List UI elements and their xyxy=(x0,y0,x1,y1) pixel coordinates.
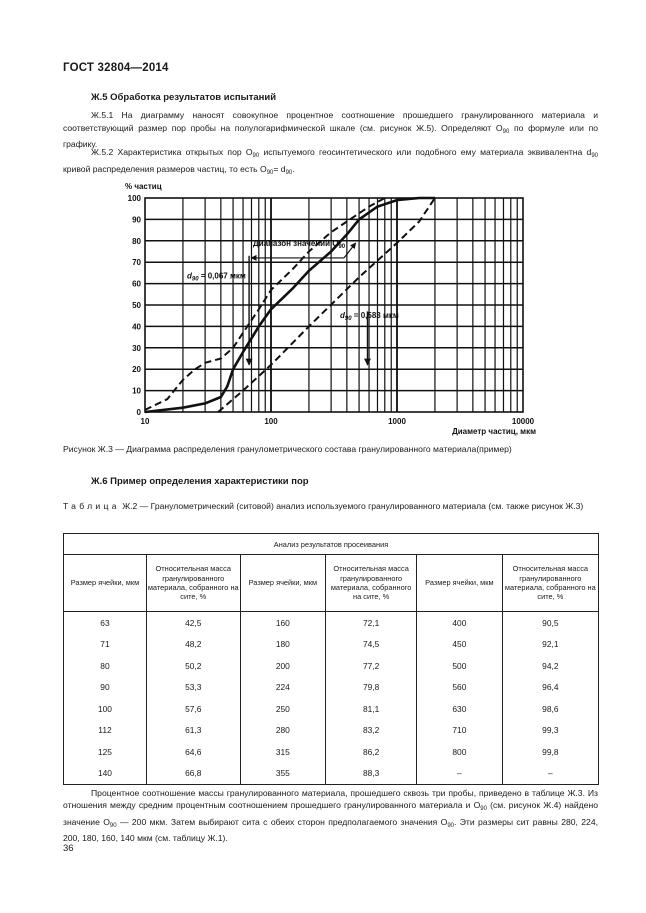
page-number: 36 xyxy=(63,843,74,854)
table-row xyxy=(64,677,599,699)
table-cell: – xyxy=(417,763,503,785)
table-cell: – xyxy=(502,763,598,785)
x-tick-label: 10000 xyxy=(511,417,535,426)
y-tick-label: 20 xyxy=(132,365,141,375)
table-cell: 96,4 xyxy=(502,677,598,699)
particle-distribution-chart xyxy=(0,176,646,440)
col-header: Размер ячейки, мкм xyxy=(417,555,503,612)
table-cell: 77,2 xyxy=(326,655,417,677)
table-cell: 500 xyxy=(417,655,503,677)
range-label-text: Диапазон значений O xyxy=(253,239,339,249)
table-cell: 200 xyxy=(240,655,326,677)
table-cell: 99,8 xyxy=(502,741,598,763)
table-cell: 71 xyxy=(64,634,147,656)
table-cell: 355 xyxy=(240,763,326,785)
table-cell: 100 xyxy=(64,698,147,720)
table-cell: 50,2 xyxy=(146,655,240,677)
col-header: Относительная масса гранулированного материала, собранного на сите, % xyxy=(146,555,240,612)
table-cell: 630 xyxy=(417,698,503,720)
section-heading-5: Ж.5 Обработка результатов испытаний xyxy=(91,92,277,103)
table-cell: 83,2 xyxy=(326,720,417,742)
d90-left-label: $d_{90} = 0,067$ мкм xyxy=(187,271,246,283)
range-pointer xyxy=(344,243,356,258)
table-row xyxy=(64,720,599,742)
table-cell: 74,5 xyxy=(326,634,417,656)
table-cell: 280 xyxy=(240,720,326,742)
table-caption: Таблица Ж.2 — Гранулометрический (ситовой) анализ используемого гранулированного материала (см. также рисунок Ж.3) xyxy=(63,501,584,511)
table-cell: 125 xyxy=(64,741,147,763)
y-tick-label: 80 xyxy=(132,236,141,246)
table-cell: 72,1 xyxy=(326,612,417,634)
table-cell: 800 xyxy=(417,741,503,763)
table-row xyxy=(64,741,599,763)
y-tick-label: 60 xyxy=(132,279,141,289)
table-cell: 400 xyxy=(417,612,503,634)
y-tick-label: 70 xyxy=(132,258,141,268)
table-cell: 53,3 xyxy=(146,677,240,699)
section-heading-6: Ж.6 Пример определения характеристики пор xyxy=(91,476,309,487)
range-label xyxy=(253,239,346,250)
table-cell: 86,2 xyxy=(326,741,417,763)
y-tick-label: 90 xyxy=(132,215,141,225)
table-cell: 710 xyxy=(417,720,503,742)
y-tick-label: 100 xyxy=(127,194,141,203)
table-cell: 92,1 xyxy=(502,634,598,656)
table-cell: 99,3 xyxy=(502,720,598,742)
y-tick-label: 30 xyxy=(132,343,141,353)
table-cell: 98,6 xyxy=(502,698,598,720)
table-cell: 63 xyxy=(64,612,147,634)
table-title: Анализ результатов просеивания xyxy=(64,534,599,555)
table-cell: 315 xyxy=(240,741,326,763)
table-row xyxy=(64,655,599,677)
table-cell: 48,2 xyxy=(146,634,240,656)
table-cell: 79,8 xyxy=(326,677,417,699)
table-cell: 140 xyxy=(64,763,147,785)
table-label: Таблица xyxy=(63,501,120,511)
table-cell: 57,6 xyxy=(146,698,240,720)
chart-annotations xyxy=(187,239,399,365)
table-cell: 90 xyxy=(64,677,147,699)
table-cell: 90,5 xyxy=(502,612,598,634)
table-row xyxy=(64,612,599,634)
table-row xyxy=(64,763,599,785)
x-axis-label: Диаметр частиц, мкм xyxy=(452,427,536,436)
x-tick-label: 1000 xyxy=(388,417,406,426)
table-cell: 112 xyxy=(64,720,147,742)
paragraph-5-2: Ж.5.2 Характеристика открытых пор $O_{90}$ испытуемого геосинтетического или подобного ему материала эквивалентна $d_{90}$ кривой распределения размеров частиц, то есть $O_{90}= d_{90}$. xyxy=(63,147,598,176)
col-header: Размер ячейки, мкм xyxy=(64,555,147,612)
col-header: Относительная масса гранулированного материала, собранного на сите, % xyxy=(326,555,417,612)
d90-right-label: $d_{90} = 0,583$ мкм xyxy=(340,310,399,322)
range-label-sub: 90 xyxy=(338,244,346,251)
table-cell: 560 xyxy=(417,677,503,699)
footer-paragraph: Процентное соотношение массы гранулированного материала, прошедшего сквозь три пробы, приведено в таблице Ж.3. Из отношения между средним процентным соотношением прошедшего гранулированного материала и $O_{90}$ (см. рисунок Ж.4) найдено значение $O_{90}$ — 200 мкм. Затем выбирают сита с обеих сторон предполагаемого значения $O_{90}$. Эти размеры сит равны 280, 224, 200, 180, 160, 140 мкм (см. таблицу Ж.1). xyxy=(63,788,598,844)
table-cell: 224 xyxy=(240,677,326,699)
y-tick-label: 50 xyxy=(132,301,141,310)
col-header: Размер ячейки, мкм xyxy=(240,555,326,612)
x-tick-label: 10 xyxy=(140,417,150,426)
table-cell: 42,5 xyxy=(146,612,240,634)
table-cell: 80 xyxy=(64,655,147,677)
table-row xyxy=(64,698,599,720)
table-cell: 81,1 xyxy=(326,698,417,720)
table-cell: 88,3 xyxy=(326,763,417,785)
table-cell: 61,3 xyxy=(146,720,240,742)
table-cell: 64,6 xyxy=(146,741,240,763)
y-tick-label: 0 xyxy=(136,408,141,417)
y-axis-label: % частиц xyxy=(125,182,162,191)
table-cell: 250 xyxy=(240,698,326,720)
paragraph-5-1: Ж.5.1 На диаграмму наносят совокупное процентное соотношение прошедшего гранулированного материала и соответствующий размер пор пробы на полулогарифмической шкале (см. рисунок Ж.5). Определяют $O_{90}$ по формуле или по графику. xyxy=(63,110,598,150)
table-row xyxy=(64,634,599,656)
table-cell: 94,2 xyxy=(502,655,598,677)
col-header: Относительная масса гранулированного материала, собранного на сите, % xyxy=(502,555,598,612)
y-tick-label: 40 xyxy=(132,322,141,332)
table-cell: 180 xyxy=(240,634,326,656)
table-cell: 66,8 xyxy=(146,763,240,785)
x-tick-label: 100 xyxy=(264,417,278,426)
table-cell: 160 xyxy=(240,612,326,634)
sieve-analysis-table xyxy=(63,533,599,785)
standard-header: ГОСТ 32804—2014 xyxy=(63,62,169,74)
table-cell: 450 xyxy=(417,634,503,656)
y-tick-label: 10 xyxy=(132,386,141,396)
figure-caption: Рисунок Ж.3 — Диаграмма распределения гранулометрического состава гранулированного материала(пример) xyxy=(63,444,512,454)
